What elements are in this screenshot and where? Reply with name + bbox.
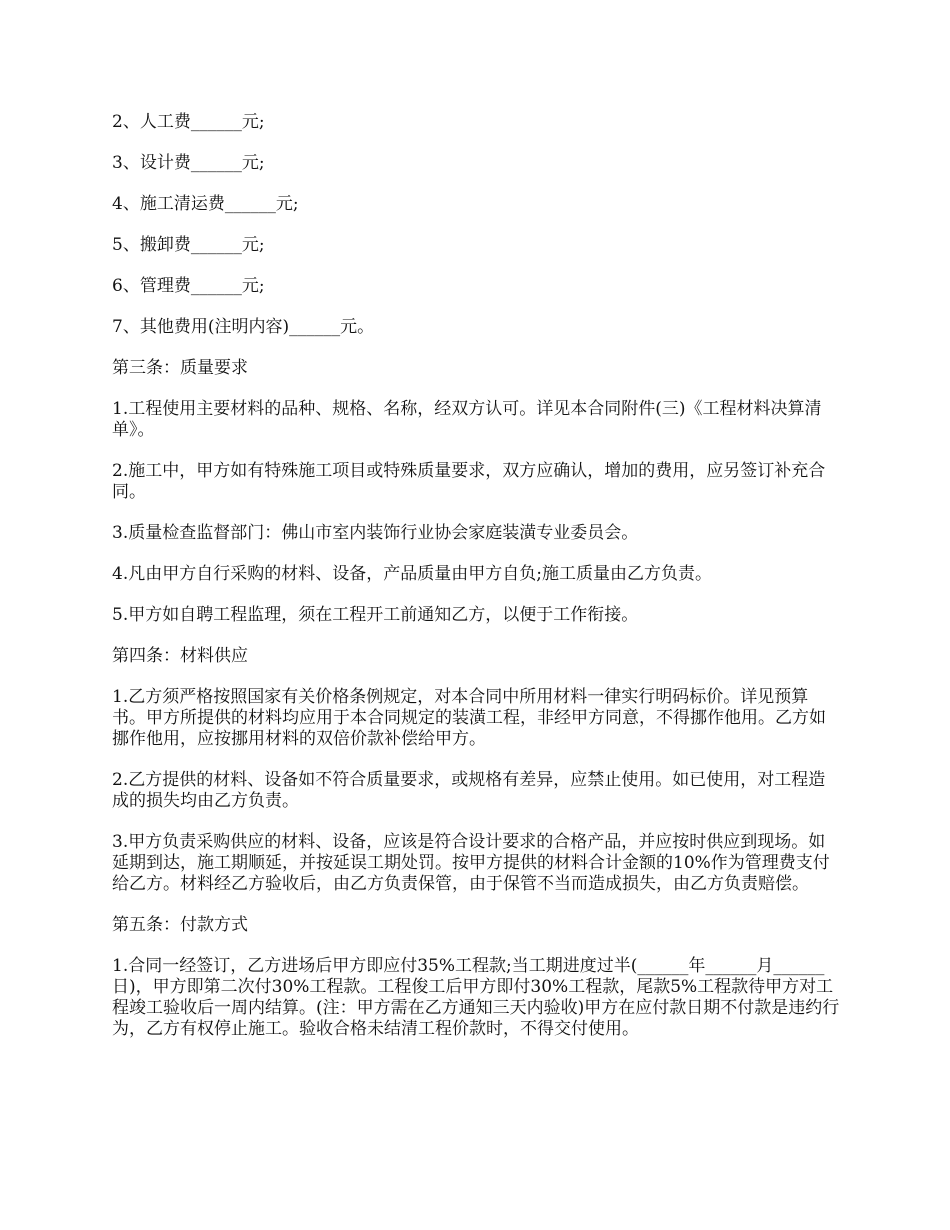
quality-clause-4: 4.凡由甲方自行采购的材料、设备，产品质量由甲方自负;施工质量由乙方负责。 <box>112 564 712 584</box>
fee-item-design: 3、设计费______元; <box>112 153 265 173</box>
quality-clause-2: 2.施工中，甲方如有特殊施工项目或特殊质量要求，双方应确认，增加的费用，应另签订补充合同。 <box>112 461 826 502</box>
quality-clause-5: 5.甲方如自聘工程监理，须在工程开工前通知乙方，以便于工作衔接。 <box>112 605 639 625</box>
section-heading-payment: 第五条：付款方式 <box>112 915 248 935</box>
payment-clause-1: 1.合同一经签订，乙方进场后甲方即应付35%工程款;当工期进度过半(______年______月______日)，甲方即第二次付30%工程款。工程俊工后甲方即付30%工程款，尾款5%工程款待甲方对工程竣工验收后一周内结算。(注：甲方需在乙方通知三天内验收)甲方在应付款日期不付款是违约行为，乙方有权停止施工。验收合格未结清工程价款时，不得交付使用。 <box>112 956 840 1039</box>
section-heading-materials: 第四条：材料供应 <box>112 646 248 666</box>
materials-clause-3: 3.甲方负责采购供应的材料、设备，应该是符合设计要求的合格产品，并应按时供应到现场。如延期到达，施工期顺延，并按延误工期处罚。按甲方提供的材料合计金额的10%作为管理费支付给乙方。材料经乙方验收后，由乙方负责保管，由于保管不当而造成损失，由乙方负责赔偿。 <box>112 832 830 894</box>
fee-item-moving: 5、搬卸费______元; <box>112 235 265 255</box>
fee-item-cleanup: 4、施工清运费______元; <box>112 194 299 214</box>
section-heading-quality: 第三条：质量要求 <box>112 358 248 378</box>
fee-item-labor: 2、人工费______元; <box>112 112 265 132</box>
materials-clause-1: 1.乙方须严格按照国家有关价格条例规定，对本合同中所用材料一律实行明码标价。详见预算书。甲方所提供的材料均应用于本合同规定的装潢工程，非经甲方同意，不得挪作他用。乙方如挪作他用，应按挪用材料的双倍价款补偿给甲方。 <box>112 687 826 749</box>
quality-clause-1: 1.工程使用主要材料的品种、规格、名称，经双方认可。详见本合同附件(三)《工程材料决算清单》。 <box>112 399 822 440</box>
fee-item-management: 6、管理费______元; <box>112 276 265 296</box>
materials-clause-2: 2.乙方提供的材料、设备如不符合质量要求，或规格有差异，应禁止使用。如已使用，对工程造成的损失均由乙方负责。 <box>112 770 826 811</box>
fee-item-other: 7、其他费用(注明内容)______元。 <box>112 317 375 337</box>
quality-clause-3: 3.质量检查监督部门：佛山市室内装饰行业协会家庭装潢专业委员会。 <box>112 523 639 543</box>
document-page <box>112 112 840 1060</box>
